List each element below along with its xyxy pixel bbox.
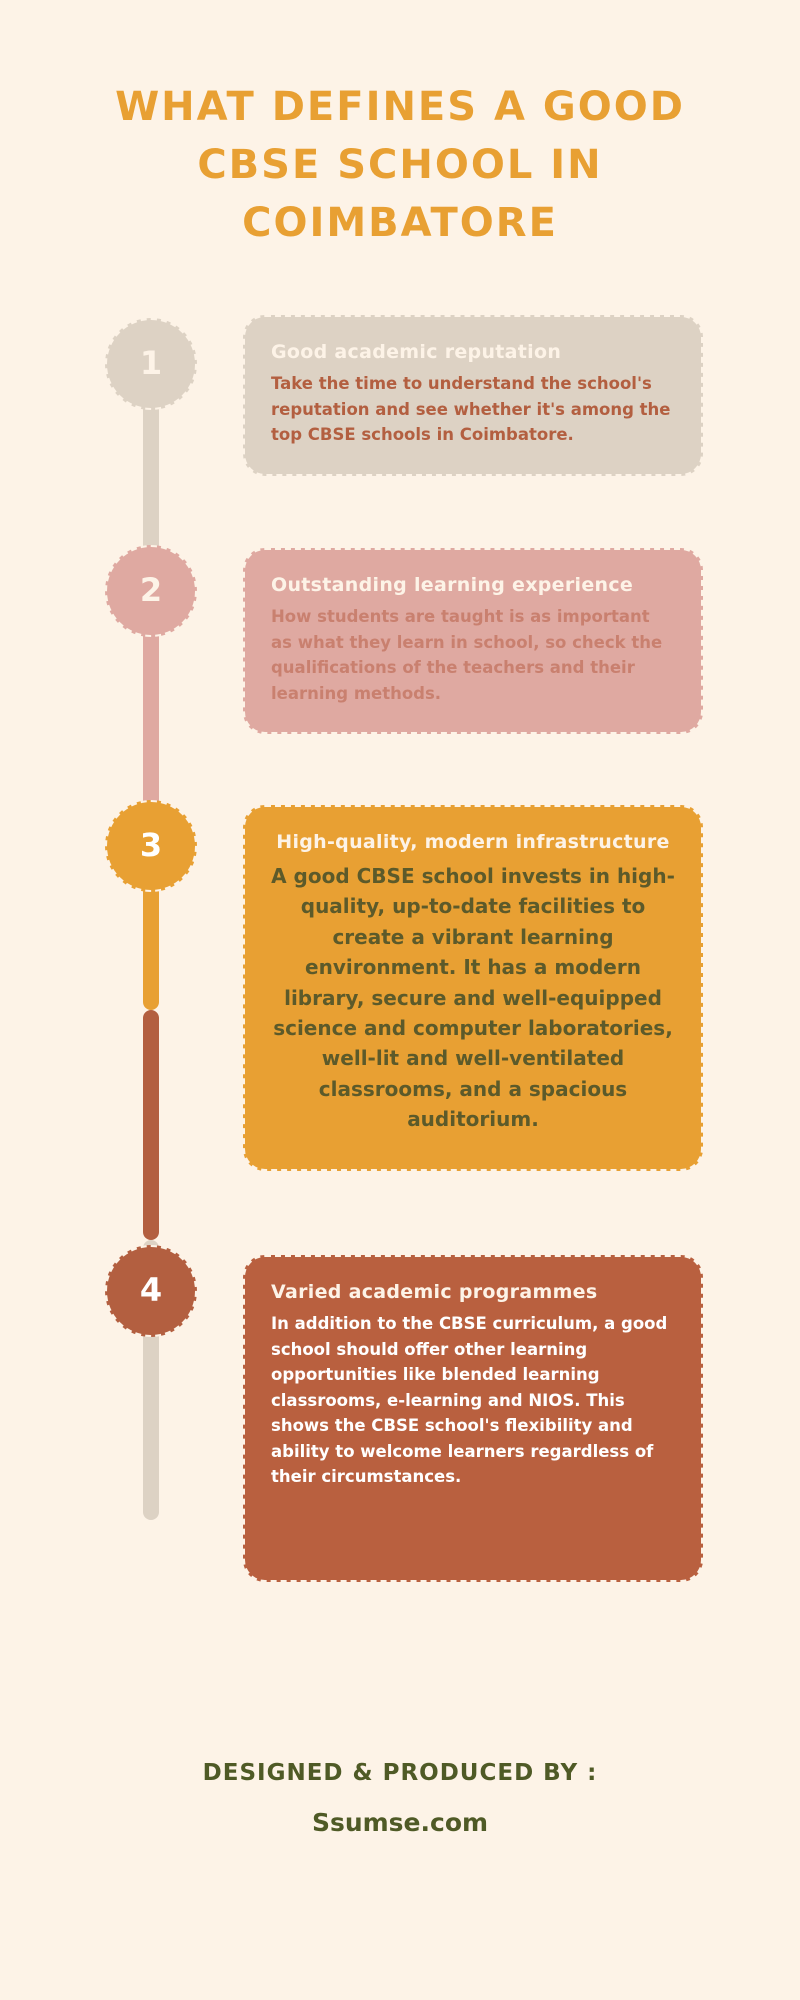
step-body-3: A good CBSE school invests in high-quality, up-to-date facilities to create a vibrant learning environment. It has a modern library, secure and well-equipped science and computer laboratories, well-lit and well-ventilated classrooms, and a spacious auditorium. (271, 864, 675, 1132)
step-heading-1: Good academic reputation (271, 341, 562, 363)
step-heading-4: Varied academic programmes (271, 1281, 598, 1303)
step-marker-3 (105, 800, 197, 892)
step-body-1: Take the time to understand the school's reputation and see whether it's among the top CBSE schools in Coimbatore. (271, 374, 671, 445)
step-marker-1 (105, 318, 197, 410)
step-body-4: In addition to the CBSE curriculum, a good school should offer other learning opportunities like blended learning classrooms, e-learning and NIOS. This shows the CBSE school's flexibility and ability to welcome learners regardless of their circumstances. (271, 1314, 668, 1487)
step-heading-3: High-quality, modern infrastructure (276, 831, 670, 853)
footer-credit-name: Ssumse.com (311, 1808, 489, 1837)
footer-credit-label: DESIGNED & PRODUCED BY : (202, 1760, 598, 1786)
step-number-3: 3 (139, 826, 163, 864)
step-number-1: 1 (139, 344, 163, 382)
step-body-2: How students are taught is as important as what they learn in school, so check the qualifications of the teachers and their learning methods. (271, 607, 663, 703)
step-number-2: 2 (139, 571, 163, 609)
step-card-4 (243, 1255, 703, 1582)
footer (0, 1760, 800, 1837)
step-number-4: 4 (139, 1271, 163, 1309)
step-marker-4 (105, 1245, 197, 1337)
step-card-3 (243, 805, 703, 1171)
page-title: WHAT DEFINES A GOOD CBSE SCHOOL IN COIMBATORE (115, 84, 685, 246)
step-heading-2: Outstanding learning experience (271, 574, 634, 596)
timeline-segment-4 (143, 1010, 159, 1240)
step-card-2 (243, 548, 703, 734)
step-marker-2 (105, 545, 197, 637)
step-card-1 (243, 315, 703, 476)
